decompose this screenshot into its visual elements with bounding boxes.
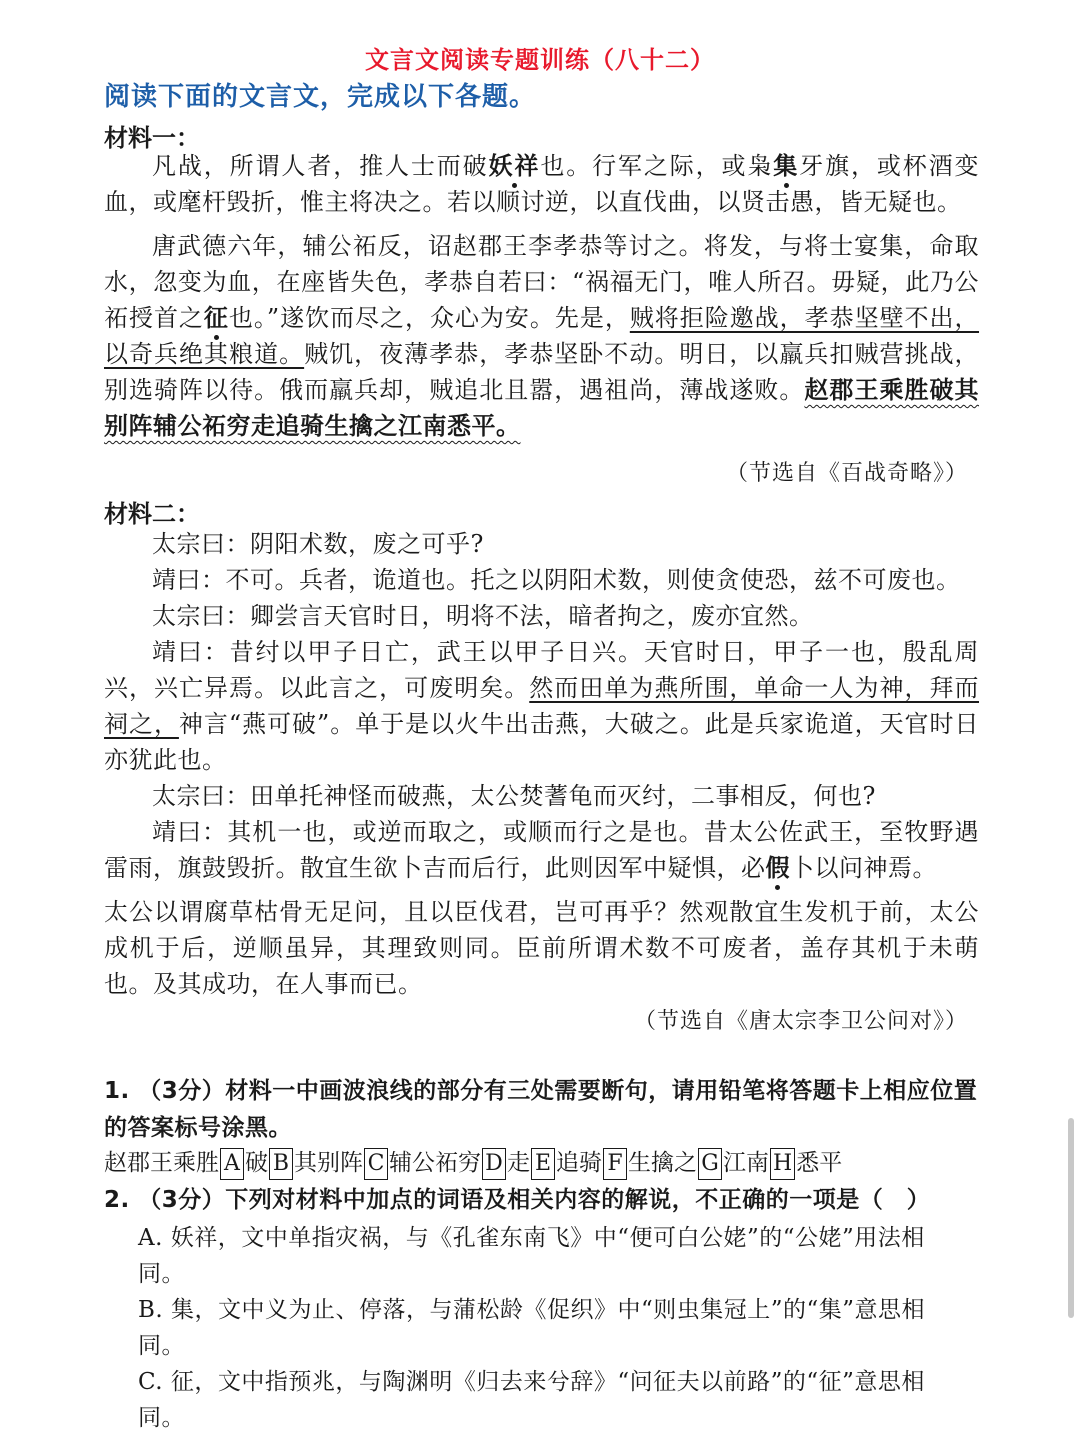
break-box-g[interactable]: G (698, 1148, 722, 1180)
break-segment: 赵郡王乘胜 (104, 1150, 219, 1176)
break-box-d[interactable]: D (482, 1148, 506, 1180)
sentence-break-options (104, 1145, 842, 1181)
option-c[interactable]: C. 征，文中指预兆，与陶渊明《归去来兮辞》“问征夫以前路”的“征”意思相同。 (138, 1369, 925, 1431)
break-box-h[interactable]: H (770, 1148, 795, 1180)
break-segment: 破 (245, 1150, 268, 1176)
dotted-word-zheng: 征 (203, 303, 229, 332)
scrollbar[interactable] (1068, 1118, 1074, 1318)
dialogue-line-6 (104, 814, 979, 886)
material1-heading: 材料一： (104, 124, 200, 152)
underlined-sentence-2: 然而田单为燕所围，单命一人为神，拜而祠之， (104, 674, 979, 738)
wavy-underlined-sentence: 赵郡王乘胜破其别阵辅公祏穷走追骑生擒之江南悉平。 (104, 376, 980, 440)
underlined-sentence-1: 贼将拒险邀战，孝恭坚壁不出，以奇兵绝其粮道。 (104, 304, 980, 368)
break-segment: 其别阵 (294, 1150, 363, 1176)
option-a[interactable]: A. 妖祥，文中单指灾祸，与《孔雀东南飞》中“便可白公姥”的“公姥”用法相同。 (138, 1225, 925, 1287)
dialogue-line-7: 太公以谓腐草枯骨无足问，且以臣伐君，岂可再乎？然观散宜生发机于前，太公成机于后，逆顺虽异，其理致则同。臣前所谓术数不可废者，盖存其机于未萌也。及其成功，在人事而已。 (104, 898, 979, 998)
question-2 (104, 1182, 984, 1219)
page-title: 文言文阅读专题训练（八十二） (365, 46, 715, 74)
dialogue-line-3: 太宗曰：卿尝言天官时日，明将不法，暗者拘之，废亦宜然。 (152, 602, 814, 630)
text-span: 神言“燕可破”。单于是以火牛出击燕，大破之。此是兵家诡道，天官时日亦犹此也。 (104, 710, 980, 774)
dialogue-line-4 (104, 634, 979, 778)
text-span: 凡战，所谓人者，推人士而破 (152, 152, 489, 180)
break-box-f[interactable]: F (603, 1148, 627, 1180)
option-b[interactable]: B. 集，文中义为止、停落，与蒲松龄《促织》中“则虫集冠上”的“集”意思相同。 (138, 1297, 926, 1359)
break-segment: 走 (507, 1150, 530, 1176)
break-segment: 辅公祏穷 (389, 1150, 481, 1176)
text-span: 贼饥，夜薄孝恭，孝恭坚卧不动。明日，以羸兵扣贼营挑战，别选骑阵以待。俄而羸兵却，贼追北且嚣，遇祖尚，薄战遂败。 (104, 340, 980, 404)
dotted-word-jia: 假 (765, 853, 790, 882)
dialogue-line-1: 太宗曰：阴阳术数，废之可乎? (152, 530, 484, 558)
text-span: 靖曰：昔纣以甲子日亡，武王以甲子日兴。天官时日，甲子一也，殷乱周兴，兴亡异焉。以此言之，可废明矣。 (104, 638, 979, 702)
text-span: 也。行军之际，或枭 (540, 152, 774, 180)
material1-paragraph-1 (104, 148, 979, 220)
break-segment: 江南 (723, 1150, 769, 1176)
material2-heading: 材料二： (104, 500, 200, 528)
break-segment: 追骑 (556, 1150, 602, 1176)
question-number: 2. (104, 1187, 130, 1213)
reading-instruction: 阅读下面的文言文，完成以下各题。 (104, 82, 537, 112)
text-span: 卜以问神焉。 (790, 854, 937, 882)
material1-paragraph-2 (104, 228, 979, 444)
text-span: 唐武德六年，辅公祏反，诏赵郡王李孝恭等讨之。将发，与将士宴集，命取水，忽变为血，在座皆失色，孝恭自若曰：“祸福无门，唯人所召。毋疑，此乃公祏授首之 (104, 232, 979, 332)
break-box-a[interactable]: A (220, 1148, 244, 1180)
break-box-c[interactable]: C (364, 1148, 388, 1180)
break-segment: 生擒之 (628, 1150, 697, 1176)
dialogue-line-5: 太宗曰：田单托神怪而破燕，太公焚蓍龟而灭纣，二事相反，何也? (152, 782, 876, 810)
text-span: 牙旗，或杯酒变血，或麾杆毁折，惟主将决之。若以顺讨逆，以直伐曲，以贤击愚，皆无疑也。 (104, 152, 980, 216)
question-number: 1. (104, 1078, 130, 1104)
dotted-word-yaoxiang: 妖祥 (488, 151, 541, 180)
break-box-e[interactable]: E (531, 1148, 555, 1180)
dotted-word-ji: 集 (773, 151, 800, 180)
dialogue-line-2: 靖曰：不可。兵者，诡道也。托之以阴阳术数，则使贪使恐，兹不可废也。 (152, 566, 961, 594)
text-span: 靖曰：其机一也，或逆而取之，或顺而行之是也。昔太公佐武王，至牧野遇雷雨，旗鼓毁折。散宜生欲卜吉而后行，此则因军中疑惧，必 (104, 818, 979, 882)
break-segment: 悉平 (796, 1150, 843, 1176)
material2-source: （节选自《唐太宗李卫公问对》） (633, 1009, 968, 1034)
break-box-b[interactable]: B (269, 1148, 293, 1180)
question-1 (104, 1073, 984, 1147)
text-span: 也。”遂饮而尽之，众心为安。先是， (228, 304, 630, 332)
question-text: （3分）材料一中画波浪线的部分有三处需要断句，请用铅笔将答题卡上相应位置的答案标号涂黑。 (104, 1078, 978, 1141)
material1-source: （节选自《百战奇略》） (725, 461, 968, 486)
question-text: （3分）下列对材料中加点的词语及相关内容的解说，不正确的一项是（ ） (138, 1187, 931, 1213)
